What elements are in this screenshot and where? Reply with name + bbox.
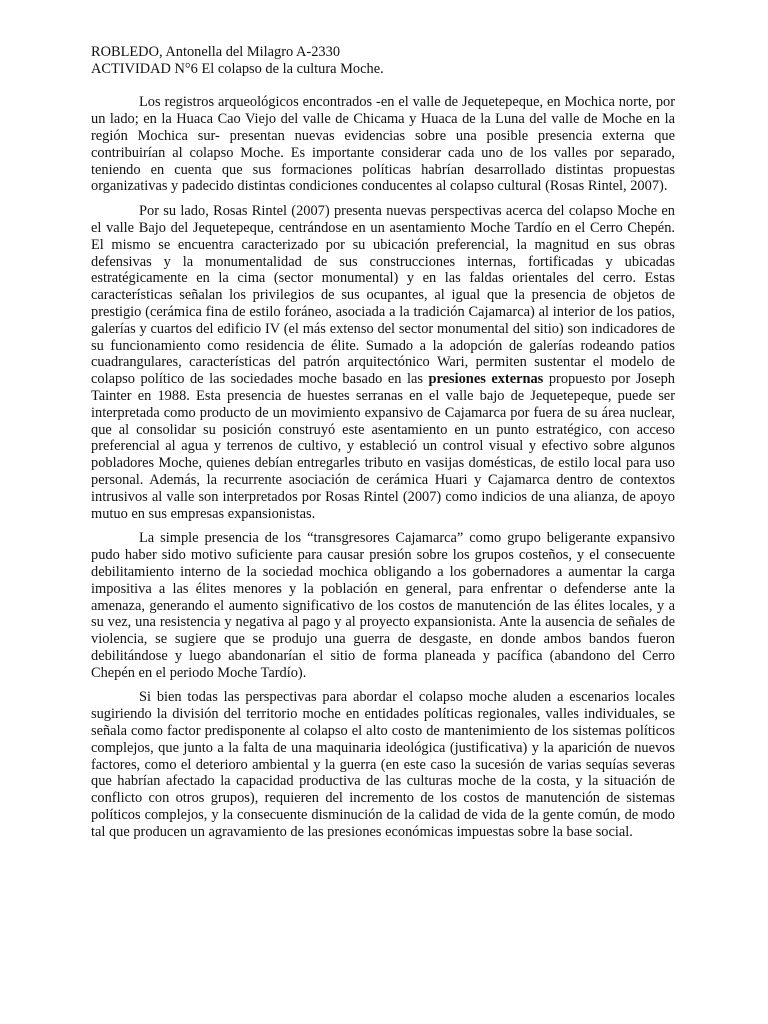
author-line: ROBLEDO, Antonella del Milagro A-2330	[91, 44, 341, 60]
activity-title: ACTIVIDAD N°6 El colapso de la cultura Moche.	[91, 60, 384, 77]
emphasis-presiones-externas: presiones externas	[428, 371, 544, 388]
paragraph-1: Los registros arqueológicos encontrados -en el valle de Jequetepeque, en Mochica norte, por un lado; en la Huaca Cao Viejo del valle de Chicama y Huaca de la Luna del valle de Moche en la región Mochica sur- presentan nuevas evidencias sobre una posible presencia externa que contribuirían al colapso Moche. Es importante considerar cada uno de los valles por separado, teniendo en cuenta que sus formaciones políticas habrían desarrollado distintas propuestas organizativas y padecido distintas condiciones conducentes al colapso cultural (Rosas Rintel, 2007).	[91, 94, 675, 195]
paragraph-2-text-end: propuesto por Joseph Tainter en 1988. Esta presencia de huestes serranas en el valle bajo de Jequetepeque, puede ser interpretada como producto de un movimiento expansivo de Cajamarca por fuera de su área nuclear, que al consolidar su posición construyó este asentamiento en un punto estratégico, con acceso preferencial al agua y terrenos de cultivo, y estableció un control visual y efectivo sobre algunos pobladores Moche, quienes debían entregarles tributo en vasijas domésticas, de estilo local para uso personal. Además, la recurrente asociación de cerámica Huari y Cajamarca dentro de contextos intrusivos al valle son interpretados por Rosas Rintel (2007) como indicios de una alianza, de apoyo mutuo en sus empresas expansionistas.	[91, 371, 676, 522]
paragraph-2-text-start: Por su lado, Rosas Rintel (2007) presenta nuevas perspectivas acerca del colapso Moche en el valle Bajo del Jequetepeque, centrándose en un asentamiento Moche Tardío en el Cerro Chepén. El mismo se encuentra caracterizado por su ubicación preferencial, la magnitud en sus obras defensivas y la monumentalidad de sus construcciones internas, fortificadas y ubicadas estratégicamente en la cima (sector monumental) y en las faldas orientales del cerro. Estas características señalan los privilegios de sus ocupantes, al igual que la presencia de objetos de prestigio (cerámica fina de estilo foráneo, asociada a la tradición Cajamarca) al interior de los patios, galerías y cuartos del edificio IV (el más extenso del sector monumental del sitio) son indicadores de su funcionamiento como residencia de élite. Sumado a la adopción de galerías rodeando patios cuadrangulares, características del patrón arquitectónico Wari, permiten sustentar el modelo de colapso político de las sociedades moche basado en las	[91, 203, 675, 388]
paragraph-3: La simple presencia de los “transgresores Cajamarca” como grupo beligerante expansivo pudo haber sido motivo suficiente para causar presión sobre los grupos costeños, y el consecuente debilitamiento interno de la sociedad mochica obligando a los gobernadores a aumentar la carga impositiva a las élites menores y la población en general, para enfrentar o defenderse ante la amenaza, generando el aumento significativo de los costos de manutención de las élites locales, y a su vez, una resistencia y negativa al pago y al proyecto expansionista. Ante la ausencia de señales de violencia, se sugiere que se produjo una guerra de desgaste, en donde ambos bandos fueron debilitándose y luego abandonarían el sitio de forma planeada y pacífica (abandono del Cerro Chepén en el periodo Moche Tardío).	[91, 530, 675, 681]
paragraph-4: Si bien todas las perspectivas para abordar el colapso moche aluden a escenarios locales sugiriendo la división del territorio moche en entidades políticas regionales, valles individuales, se señala como factor predisponente al colapso el alto costo de mantenimiento de los sistemas políticos complejos, que junto a la falta de una maquinaria ideológica (justificativa) y la aparición de nuevos factores, como el deterioro ambiental y la guerra (en este caso la sucesión de varias sequías severas que habrían afectado la capacidad productiva de las culturas moche de la costa, y la situación de conflicto con otros grupos), requieren del incremento de los costos de manutención de sistemas políticos complejos, y la consecuente disminución de la calidad de vida de la gente común, de modo tal que producen un agravamiento de las presiones económicas impuestas sobre la base social.	[91, 689, 675, 840]
header-spacer	[91, 78, 675, 95]
paragraph-2	[91, 203, 675, 522]
document-page	[91, 44, 675, 849]
